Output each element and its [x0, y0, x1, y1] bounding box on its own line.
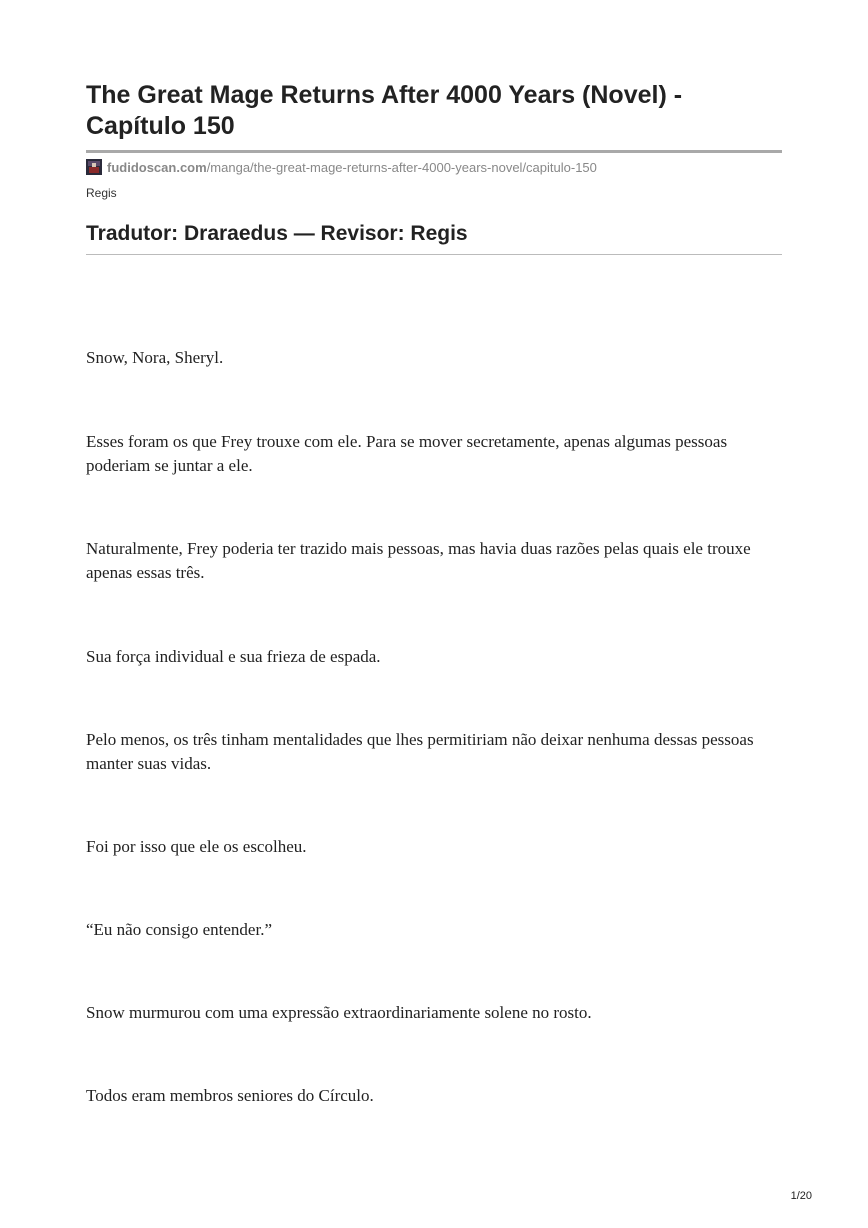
site-favicon-icon — [86, 159, 102, 175]
title-divider — [86, 150, 782, 153]
heading-divider — [86, 254, 782, 255]
document-title: The Great Mage Returns After 4000 Years (Novel) - Capítulo 150 — [86, 81, 683, 140]
paragraph: Foi por isso que ele os escolheu. — [86, 837, 307, 856]
paragraph: “Eu não consigo entender.” — [86, 920, 272, 939]
paragraph: Sua força individual e sua frieza de espada. — [86, 647, 381, 666]
page-number: 1/20 — [790, 1190, 812, 1202]
credits-heading: Tradutor: Draraedus — Revisor: Regis — [86, 222, 468, 245]
paragraph: Snow murmurou com uma expressão extraordinariamente solene no rosto. — [86, 1003, 592, 1022]
source-domain[interactable]: fudidoscan.com — [107, 159, 207, 175]
paragraph: Pelo menos, os três tinham mentalidades que lhes permitiriam não deixar nenhuma dessas pessoas manter suas vidas. — [86, 730, 754, 773]
source-path[interactable]: /manga/the-great-mage-returns-after-4000-years-novel/capitulo-150 — [206, 159, 597, 175]
source-link[interactable] — [86, 158, 597, 176]
paragraph: Naturalmente, Frey poderia ter trazido mais pessoas, mas havia duas razões pelas quais ele trouxe apenas essas três. — [86, 539, 751, 582]
author-name: Regis — [86, 186, 117, 200]
paragraph: Todos eram membros seniores do Círculo. — [86, 1086, 374, 1105]
paragraph: Snow, Nora, Sheryl. — [86, 348, 224, 367]
paragraph: Esses foram os que Frey trouxe com ele. Para se mover secretamente, apenas algumas pessoas poderiam se juntar a ele. — [86, 432, 728, 475]
